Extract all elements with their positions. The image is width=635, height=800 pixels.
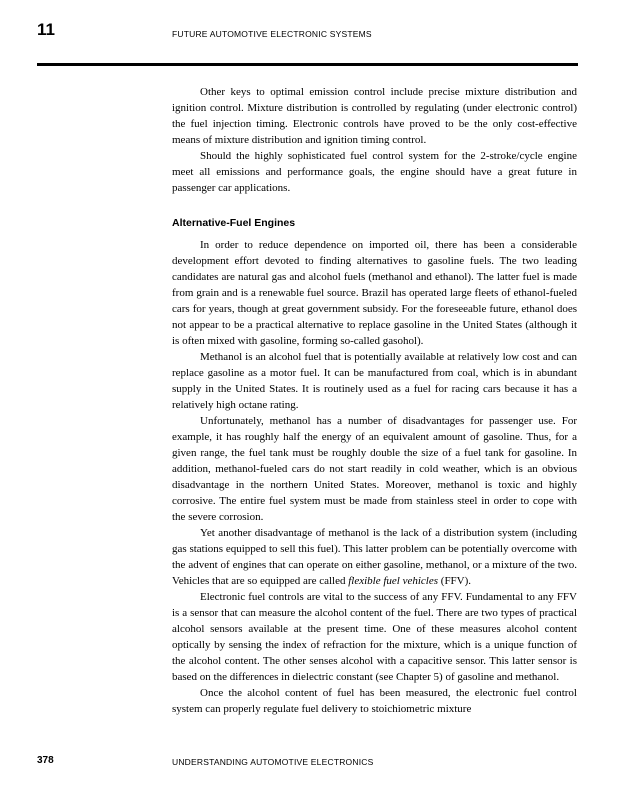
running-header-title: FUTURE AUTOMOTIVE ELECTRONIC SYSTEMS — [172, 29, 372, 39]
chapter-number: 11 — [37, 20, 55, 39]
paragraph: Other keys to optimal emission control include precise mixture distribution and ignition control. Mixture distribution is controlled by regulating (under electronic control) the fuel injection timing. Electronic controls have proved to be the only cost-effective means of mixture distribution and ignition timing control. — [172, 86, 577, 146]
paragraph: In order to reduce dependence on imported oil, there has been a considerable development effort devoted to finding alternatives to gasoline fuels. The two leading candidates are natural gas and alcohol fuels (methanol and ethanol). The latter fuel is made from grain and is a renewable fuel source. Brazil has operated large fleets of ethanol-fueled cars for years, though at great government subsidy. For the foreseeable future, ethanol does not appear to be a practical alternative to replace gasoline in the United States (although it is often mixed with gasoline, forming so-called gasohol). — [172, 239, 577, 347]
paragraph: Once the alcohol content of fuel has been measured, the electronic fuel control system can properly regulate fuel delivery to stoichiometric mixture — [172, 687, 577, 715]
paragraph-text: Yet another disadvantage of methanol is the lack of a distribution system (including gas stations equipped to sell this fuel). This latter problem can be potentially overcome with the advent of engines that can operate on either gasoline, methanol, or a mixture of the two. Vehicles that are so equipped are called — [172, 527, 577, 587]
footer-book-title: UNDERSTANDING AUTOMOTIVE ELECTRONICS — [172, 757, 374, 767]
header-rule — [37, 63, 578, 66]
paragraph: Electronic fuel controls are vital to the success of any FFV. Fundamental to any FFV is a sensor that can measure the alcohol content of the fuel. There are two types of practical alcohol sensors available at the present time. One of these measures alcohol content optically by sensing the index of refraction for the mixture, which is a unique function of the alcohol content. The other senses alcohol with a capacitive sensor. This latter sensor is based on the differences in dielectric constant (see Chapter 5) of gasoline and methanol. — [172, 591, 577, 683]
paragraph-text: (FFV). — [438, 575, 472, 587]
paragraph: Should the highly sophisticated fuel control system for the 2-stroke/cycle engine meet all emissions and performance goals, the engine should have a great future in passenger car applications. — [172, 150, 577, 194]
paragraph: Unfortunately, methanol has a number of disadvantages for passenger use. For example, it has roughly half the energy of an equivalent amount of gasoline. Thus, for a given range, the fuel tank must be roughly double the size of a fuel tank for gasoline. In addition, methanol-fueled cars do not start readily in cold weather, which is an obvious disadvantage in the northern United States. Moreover, methanol is toxic and highly corrosive. The entire fuel system must be made from stainless steel in order to cope with the severe corrosion. — [172, 415, 577, 523]
italic-term: flexible fuel vehicles — [348, 575, 439, 587]
body-text — [172, 84, 577, 717]
paragraph: Methanol is an alcohol fuel that is potentially available at relatively low cost and can replace gasoline as a motor fuel. It can be manufactured from coal, which is in abundant supply in the United States. It is routinely used as a fuel for racing cars because it has a relatively high octane rating. — [172, 351, 577, 411]
paragraph — [172, 525, 577, 589]
section-heading: Alternative-Fuel Engines — [172, 217, 296, 229]
page-number: 378 — [37, 755, 54, 766]
